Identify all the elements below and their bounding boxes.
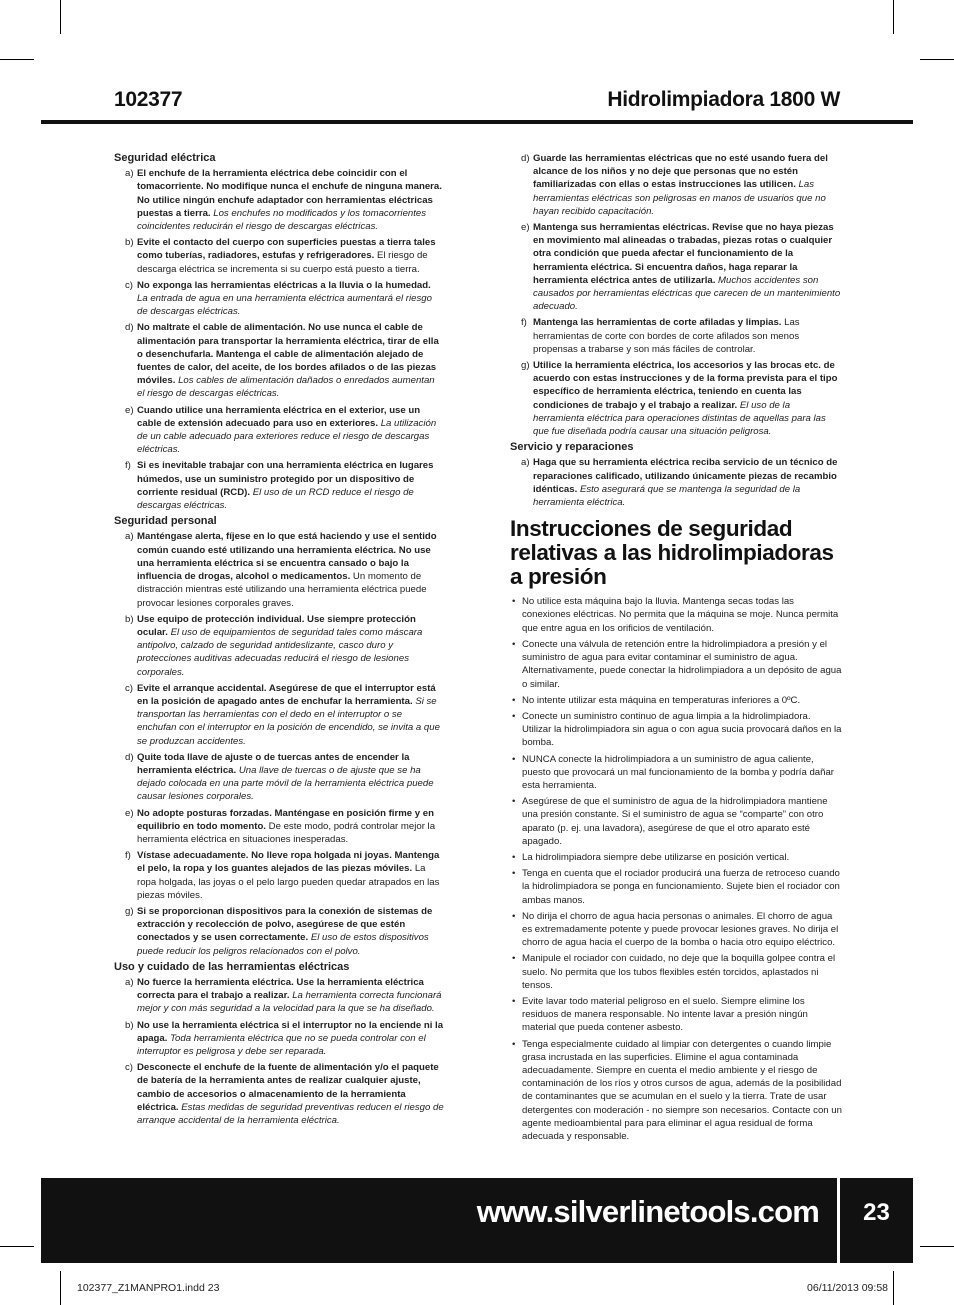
item-italic-text: La entrada de agua en una herramienta eléctrica aumentará el riesgo de descargas eléctricas. (137, 293, 432, 318)
right-column (510, 152, 842, 1146)
list-item (114, 751, 444, 804)
item-label: b) (125, 1019, 134, 1031)
item-bold-text: El enchufe de la herramienta eléctrica debe coincidir con el tomacorriente. No modifique nunca el enchufe de ninguna manera. No utilice ningún enchufe adaptador con herramientas eléctricas puestas a tierra. (137, 168, 442, 219)
bullet-text: Tenga especialmente cuidado al limpiar con detergentes o cuando limpie grasa incrustada en las superficies. Elimine el agua contaminada adecuadamente. Siempre en cuenta el medio ambiente y el riesgo de contaminación de los ríos y otros cursos de agua, además de la posibilidad de contaminantes que se acumulan en el suelo y la tierra. Trate de usar detergentes con moderación - no siempre son necesarios. Contacte con un agente medioambiental para para eliminar el agua residual de forma adecuada y responsable. (522, 1038, 842, 1142)
crop-mark (0, 1246, 34, 1247)
bullet-icon: • (512, 953, 516, 965)
item-label: e) (521, 222, 530, 234)
item-label: c) (125, 682, 133, 694)
item-bold-text: No adopte posturas forzadas. Manténgase en posición firme y en equilibrio en todo momento. (137, 807, 434, 832)
crop-mark (893, 0, 894, 34)
section-heading: Seguridad eléctrica (114, 152, 216, 164)
item-bold-text: Mantenga sus herramientas eléctricas. Revise que no haya piezas en movimiento mal alineadas o trabadas, piezas rotas o cualquier otra condición que pueda afectar el funcionamiento de la herramienta eléctrica. Si encuentra daños, haga reparar la herramienta eléctrica antes de utilizarla. (533, 222, 834, 286)
bullet-item (510, 753, 842, 793)
bullet-item (510, 1038, 842, 1144)
item-label: e) (125, 404, 134, 416)
bullet-item (510, 595, 842, 635)
item-label: a) (125, 531, 134, 543)
item-italic-text: El uso de estos dispositivos puede reducir los peligros relacionados con el polvo. (137, 932, 429, 957)
item-bold-text: Haga que su herramienta eléctrica reciba servicio de un técnico de reparaciones calificado, utilizando únicamente piezas de recambio idénticas. (533, 457, 838, 495)
item-italic-text: Las herramientas eléctricas son peligrosas en manos de usuarios que no hayan recibido capacitación. (533, 179, 826, 217)
item-label: a) (125, 976, 134, 988)
item-italic-text: Si se transportan las herramientas con el dedo en el interruptor o se enchufan con el interruptor en la posición de encendido, se invita a que se produzcan accidentes. (137, 695, 440, 747)
bullet-text: Conecte un suministro continuo de agua limpia a la hidrolimpiadora. Utilizar la hidrolimpiadora sin agua o con agua sucia provocará daños en la bomba. (522, 710, 842, 749)
list-item (510, 152, 842, 218)
crop-mark (893, 1271, 894, 1305)
crop-mark (60, 0, 61, 34)
list-item (114, 682, 444, 748)
list-item (114, 1019, 444, 1059)
item-text: El riesgo de descarga eléctrica se incrementa si su cuerpo está puesto a tierra. (137, 250, 428, 275)
list-item (114, 404, 444, 457)
bullet-text: NUNCA conecte la hidrolimpiadora a un suministro de agua caliente, puesto que provocará un mal funcionamiento de la bomba y podría dañar esta herramienta. (522, 753, 834, 791)
list-item (510, 359, 842, 438)
item-bold-text: No exponga las herramientas eléctricas a la lluvia o la humedad. (137, 279, 431, 291)
item-bold-text: No fuerce la herramienta eléctrica. Use la herramienta eléctrica correcta para el trabajo a realizar. (137, 976, 424, 1002)
bullet-text: Evite lavar todo material peligroso en el suelo. Siempre elimine los residuos de manera responsable. No intente lavar a presión ningún material que pueda contener asbesto. (522, 995, 808, 1034)
item-bold-text: Evite el contacto del cuerpo con superficies puestas a tierra tales como tuberías, radiadores, estufas y refrigeradores. (137, 237, 436, 262)
item-text: Un momento de distracción mientras esté utilizando una herramienta eléctrica puede provocar lesiones corporales graves. (137, 571, 427, 609)
item-label: f) (125, 460, 131, 472)
bullet-text: Tenga en cuenta que el rociador producirá una fuerza de retroceso cuando la hidrolimpiadora se ponga en funcionamiento. Sujete bien el rociador con ambas manos. (522, 868, 840, 906)
list-item (114, 849, 444, 902)
item-label: g) (521, 360, 530, 372)
item-bold-text: Utilice la herramienta eléctrica, los accesorios y las brocas etc. de acuerdo con estas instrucciones y de la forma prevista para el tipo específico de herramienta eléctrica, teniendo en cuenta las condiciones de trabajo y el trabajo a realizar. (533, 360, 838, 411)
crop-mark (920, 1246, 954, 1247)
item-italic-text: Toda herramienta eléctrica que no se pueda controlar con el interruptor es peligrosa y debe ser reparada. (137, 1032, 426, 1057)
item-italic-text: La utilización de un cable adecuado para exteriores reduce el riesgo de descargas eléctricas. (137, 417, 437, 456)
bullet-icon: • (512, 910, 516, 922)
section-title: Instrucciones de seguridad relativas a las hidrolimpiadoras a presión (510, 516, 834, 590)
item-bold-text: Use equipo de protección individual. Use siempre protección ocular. (137, 613, 416, 638)
bullet-icon: • (512, 851, 516, 863)
item-label: b) (125, 613, 134, 625)
section-heading: Uso y cuidado de las herramientas eléctricas (114, 960, 350, 973)
list-item (114, 530, 444, 609)
item-italic-text: La herramienta correcta funcionará mejor y con más seguridad a la velocidad para la que se ha diseñado. (137, 990, 442, 1015)
bullet-item (510, 851, 842, 864)
item-text: De este modo, podrá controlar mejor la herramienta eléctrica en situaciones inesperadas. (137, 820, 436, 845)
item-italic-text: Los cables de alimentación dañados o enredados aumentan el riesgo de descargas eléctricas. (137, 375, 435, 400)
list-item (510, 221, 842, 313)
item-italic-text: El uso de equipamientos de seguridad tales como máscara antipolvo, calzado de seguridad antideslizante, casco duro y protecciones auditivas adecuadas reducirá el riesgo de lesiones corporales. (137, 626, 423, 678)
bullet-icon: • (512, 796, 516, 808)
header-rule (41, 120, 913, 124)
list-item (114, 459, 444, 512)
bullet-item (510, 795, 842, 848)
item-italic-text: Esto asegurará que se mantenga la seguridad de la herramienta eléctrica. (533, 483, 801, 509)
item-bold-text: Si se proporcionan dispositivos para la conexión de sistemas de extracción y recolección de polvo, asegúrese de que estén conectados y se usen correctamente. (137, 905, 433, 944)
bullet-icon: • (512, 710, 516, 722)
item-bold-text: Cuando utilice una herramienta eléctrica en el exterior, use un cable de extensión adecuado para uso en exteriores. (137, 404, 421, 429)
crop-mark (920, 59, 954, 60)
bullet-item (510, 638, 842, 691)
item-label: e) (125, 807, 134, 819)
bullet-item (510, 995, 842, 1035)
product-title: Hidrolimpiadora 1800 W (607, 88, 840, 111)
website-url[interactable]: www.silverlinetools.com (476, 1194, 819, 1229)
left-column (114, 152, 444, 1130)
item-label: d) (125, 751, 134, 763)
item-italic-text: Los enchufes no modificados y los tomacorrientes coincidentes reducirán el riesgo de descargas eléctricas. (137, 207, 427, 233)
bullet-item (510, 952, 842, 992)
list-item (510, 316, 842, 356)
item-bold-text: No use la herramienta eléctrica si el interruptor no la enciende ni la apaga. (137, 1019, 444, 1044)
date-slug: 06/11/2013 09:58 (807, 1282, 888, 1294)
bullet-icon: • (512, 753, 516, 765)
item-text: La ropa holgada, las joyas o el pelo largo pueden quedar atrapados en las piezas móviles. (137, 863, 440, 901)
item-label: g) (125, 905, 134, 917)
item-label: c) (125, 1062, 133, 1074)
bullet-item (510, 867, 842, 907)
list-item (114, 167, 444, 233)
item-bold-text: Guarde las herramientas eléctricas que no esté usando fuera del alcance de los niños y no deje que personas que no estén familiarizadas con ellas o estas instrucciones las utilicen. (533, 153, 828, 191)
item-italic-text: Muchos accidentes son causados por herramientas eléctricas que carecen de un mantenimiento adecuado. (533, 274, 841, 313)
item-bold-text: Manténgase alerta, fíjese en lo que está haciendo y use el sentido común cuando esté utilizando una herramienta eléctrica. No use una herramienta eléctrica si se encuentra cansado o bajo la influencia de drogas, alcohol o medicamentos. (137, 531, 437, 583)
item-label: b) (125, 237, 134, 249)
item-italic-text: Una llave de tuercas o de ajuste que se ha dejado colocada en una parte móvil de la herramienta eléctrica puede causar lesiones corporales. (137, 764, 434, 803)
list-item (114, 807, 444, 847)
list-item (114, 236, 444, 276)
item-label: f) (521, 317, 527, 329)
list-item (114, 976, 444, 1016)
item-label: d) (125, 322, 134, 334)
item-italic-text: El uso de la herramienta eléctrica para operaciones distintas de aquellas para las que fue diseñada podría causar una situación peligrosa. (533, 399, 826, 438)
list-item (114, 905, 444, 958)
bullet-text: Asegúrese de que el suministro de agua de la hidrolimpiadora mantiene una presión constante. Si el suministro de agua se “comparte” con otro aparato (p. ej. una lavadora), asegúrese de que el otro aparato esté apagado. (522, 796, 828, 847)
page-number-box (840, 1178, 913, 1263)
section-heading: Seguridad personal (114, 515, 217, 528)
item-bold-text: Si es inevitable trabajar con una herramienta eléctrica en lugares húmedos, use un suministro protegido por un dispositivo de corriente residual (RCD). (137, 460, 434, 498)
item-label: a) (125, 168, 134, 180)
item-bold-text: Mantenga las herramientas de corte afiladas y limpias. (533, 317, 782, 329)
item-bold-text: No maltrate el cable de alimentación. No use nunca el cable de alimentación para transportar la herramienta eléctrica, tirar de ella o desenchufarla. Mantenga el cable de alimentación alejado de fuentes de calor, del aceite, de los bordes afilados o de las piezas móviles. (137, 322, 439, 387)
bullet-icon: • (512, 596, 516, 608)
bullet-icon: • (512, 1038, 516, 1050)
crop-mark (60, 1271, 61, 1305)
item-label: f) (125, 850, 131, 862)
item-bold-text: Vístase adecuadamente. No lleve ropa holgada ni joyas. Mantenga el pelo, la ropa y los guantes alejados de las piezas móviles. (137, 850, 440, 875)
bullet-item (510, 910, 842, 950)
item-bold-text: Desconecte el enchufe de la fuente de alimentación y/o el paquete de batería de la herramienta antes de realizar cualquier ajuste, cambio de accesorios o almacenamiento de la herramienta eléctrica. (137, 1062, 439, 1113)
list-item (114, 321, 444, 400)
item-italic-text: El uso de un RCD reduce el riesgo de descargas eléctricas. (137, 486, 414, 512)
list-item (114, 1061, 444, 1127)
page-number: 23 (863, 1199, 890, 1226)
bullet-text: La hidrolimpiadora siempre debe utilizarse en posición vertical. (522, 851, 790, 863)
crop-mark (0, 59, 34, 60)
item-text: Las herramientas de corte con bordes de corte afilados son menos propensas a trabarse y son más fáciles de controlar. (533, 317, 800, 355)
model-number: 102377 (114, 88, 183, 111)
item-bold-text: Evite el arranque accidental. Asegúrese de que el interruptor está en la posición de apagado antes de enchufar la herramienta. (137, 682, 436, 707)
bullet-icon: • (512, 694, 516, 706)
bullet-icon: • (512, 995, 516, 1007)
bullet-text: No utilice esta máquina bajo la lluvia. Mantenga secas todas las conexiones eléctricas. No permita que la máquina se moje. Nunca permita que entre agua en los orificios de ventilación. (522, 596, 839, 634)
section-heading: Servicio y reparaciones (510, 441, 634, 454)
bullet-icon: • (512, 868, 516, 880)
bullet-item (510, 694, 842, 707)
bullet-text: No dirija el chorro de agua hacia personas o animales. El chorro de agua es extremadamente potente y puede provocar lesiones graves. No dirija el chorro de agua hacia el cuerpo de la bomba o hacia otro equipo eléctrico. (522, 910, 839, 949)
item-italic-text: Estas medidas de seguridad preventivas reducen el riesgo de arranque accidental de la herramienta eléctrica. (137, 1101, 444, 1127)
bullet-item (510, 710, 842, 750)
file-slug: 102377_Z1MANPRO1.indd 23 (77, 1282, 220, 1294)
item-label: d) (521, 153, 530, 164)
item-label: c) (125, 279, 133, 291)
item-bold-text: Quite toda llave de ajuste o de tuercas antes de encender la herramienta eléctrica. (137, 751, 410, 776)
footer-bar (41, 1178, 837, 1263)
bullet-text: Manipule el rociador con cuidado, no deje que la boquilla golpee contra el suelo. No permita que los tubos flexibles estén torcidos, aplastados ni tensos. (522, 953, 836, 991)
list-item (510, 456, 842, 509)
list-item (114, 279, 444, 319)
bullet-icon: • (512, 638, 516, 650)
bullet-text: Conecte una válvula de retención entre la hidrolimpiadora a presión y el suministro de agua para evitar contaminar el suministro de agua. Alternativamente, puede conectar la hidrolimpiadora a un depósito de agua o similar. (522, 638, 842, 690)
item-label: a) (521, 457, 530, 469)
list-item (114, 613, 444, 679)
bullet-text: No intente utilizar esta máquina en temperaturas inferiores a 0ºC. (522, 694, 801, 706)
